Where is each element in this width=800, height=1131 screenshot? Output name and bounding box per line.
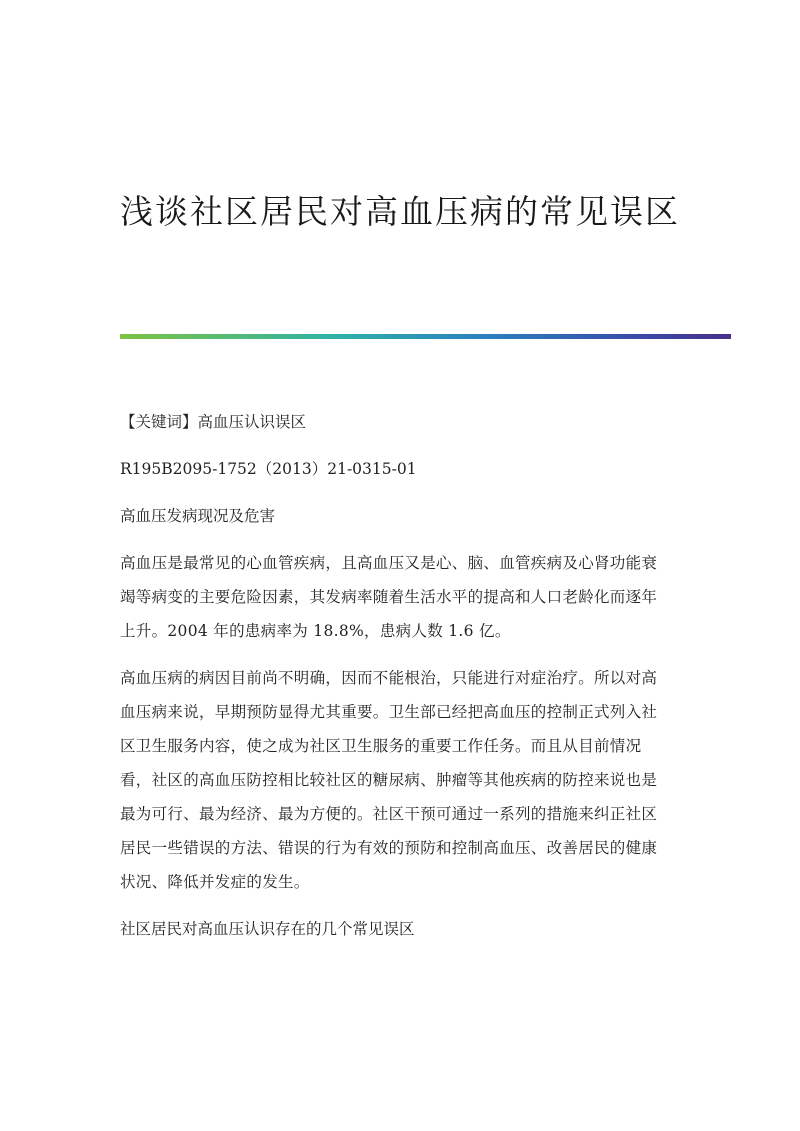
paragraph-line: 看，社区的高血压防控相比较社区的糖尿病、肿瘤等其他疾病的防控来说也是 [120,771,658,789]
paragraph-line: 高血压病的病因目前尚不明确，因而不能根治，只能进行对症治疗。所以对高 [120,669,658,687]
document-title: 浅谈社区居民对高血压病的常见误区 [120,192,680,231]
paragraph-line: 上升。2004 年的患病率为 18.8%，患病人数 1.6 亿。 [120,622,511,640]
section-heading: 高血压发病现况及危害 [120,507,276,525]
paragraph-line: 血压病来说，早期预防显得尤其重要。卫生部已经把高血压的控制正式列入社 [120,703,658,721]
paragraph-line: 最为可行、最为经济、最为方便的。社区干预可通过一系列的措施来纠正社区 [120,805,658,823]
paragraph-line: 竭等病变的主要危险因素，其发病率随着生活水平的提高和人口老龄化而逐年 [120,588,658,606]
document-body [120,405,680,946]
paragraph-line: 状况、降低并发症的发生。 [120,873,310,891]
title-divider [120,334,731,339]
paragraph-line: 高血压是最常见的心血管疾病，且高血压又是心、脑、血管疾病及心肾功能衰 [120,554,658,572]
paragraph-line: 居民一些错误的方法、错误的行为有效的预防和控制高血压、改善居民的健康 [120,839,658,857]
paragraph-line: 区卫生服务内容，使之成为社区卫生服务的重要工作任务。而且从目前情况 [120,737,642,755]
section-heading: 社区居民对高血压认识存在的几个常见误区 [120,920,415,938]
paragraph [120,661,680,899]
keywords-line: 【关键词】高血压认识误区 [120,413,307,431]
paragraph [120,546,680,648]
classification-line: R195B2095-1752（2013）21-0315-01 [120,460,417,478]
